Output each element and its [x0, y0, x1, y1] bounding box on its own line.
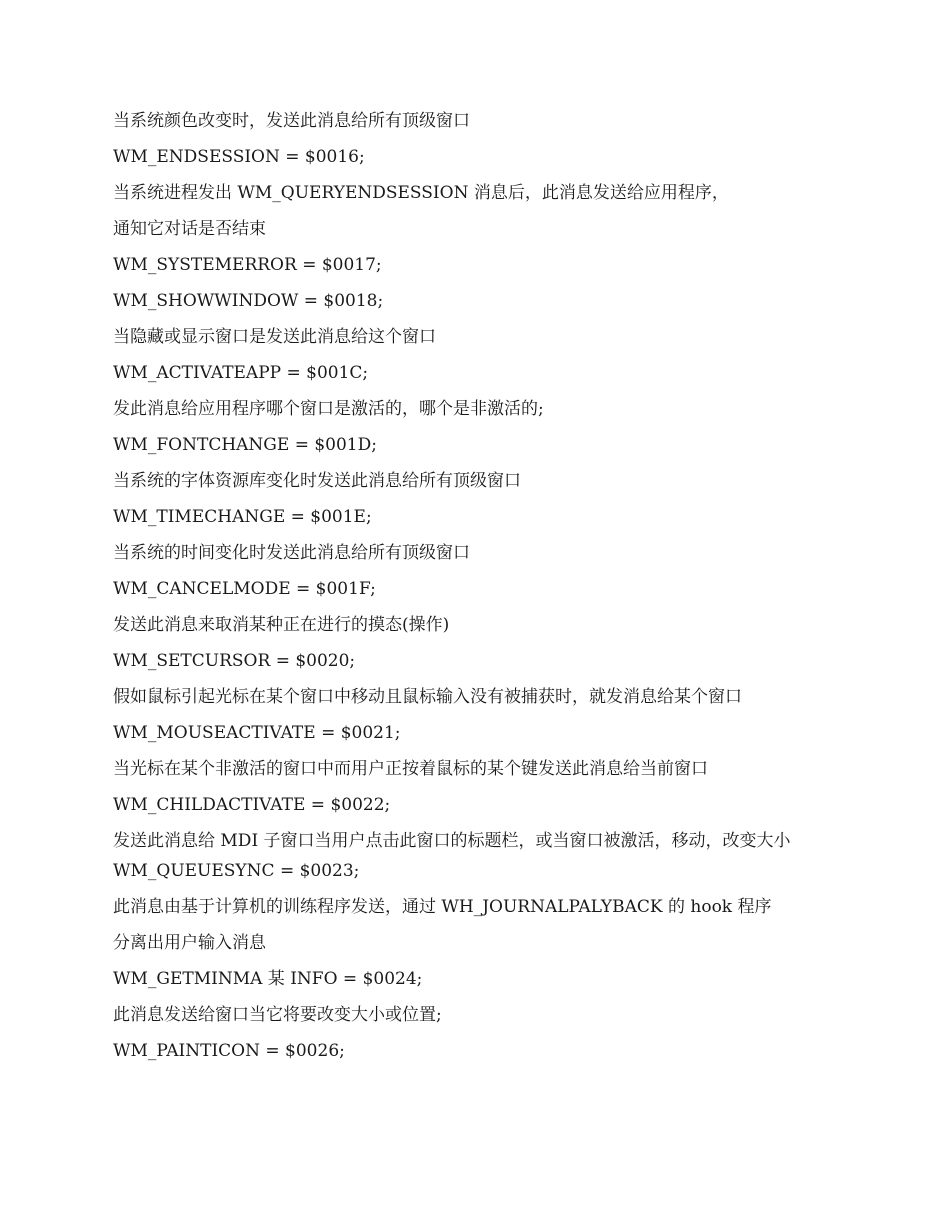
text-line: 当系统的字体资源库变化时发送此消息给所有顶级窗口: [113, 471, 521, 491]
text-line: 此消息发送给窗口当它将要改变大小或位置;: [113, 1005, 442, 1025]
text-line: 当隐藏或显示窗口是发送此消息给这个窗口: [113, 327, 436, 347]
text-line: 发送此消息给 MDI 子窗口当用户点击此窗口的标题栏，或当窗口被激活，移动，改变大小: [113, 831, 791, 851]
text-line: WM_ACTIVATEAPP = $001C;: [113, 363, 369, 383]
text-line: WM_FONTCHANGE = $001D;: [113, 435, 377, 455]
text-line: WM_SHOWWINDOW = $0018;: [113, 291, 384, 311]
text-line: 当光标在某个非激活的窗口中而用户正按着鼠标的某个键发送此消息给当前窗口: [113, 759, 708, 779]
text-line: WM_QUEUESYNC = $0023;: [113, 861, 360, 881]
text-line: 发此消息给应用程序哪个窗口是激活的，哪个是非激活的;: [113, 399, 544, 419]
document-body: [113, 111, 833, 1077]
text-line: WM_CHILDACTIVATE = $0022;: [113, 795, 391, 815]
text-line: 当系统颜色改变时，发送此消息给所有顶级窗口: [113, 111, 470, 131]
text-line: 假如鼠标引起光标在某个窗口中移动且鼠标输入没有被捕获时，就发消息给某个窗口: [113, 687, 742, 707]
text-line: WM_PAINTICON = $0026;: [113, 1041, 345, 1061]
text-line: WM_TIMECHANGE = $001E;: [113, 507, 372, 527]
text-line: WM_SETCURSOR = $0020;: [113, 651, 356, 671]
text-line: WM_CANCELMODE = $001F;: [113, 579, 376, 599]
text-line: WM_GETMINMA 某 INFO = $0024;: [113, 969, 423, 989]
text-line: WM_MOUSEACTIVATE = $0021;: [113, 723, 401, 743]
text-line: 此消息由基于计算机的训练程序发送，通过 WH_JOURNALPALYBACK 的 hook 程序: [113, 897, 772, 917]
text-line: 发送此消息来取消某种正在进行的摸态(操作): [113, 615, 450, 635]
text-line: 通知它对话是否结束: [113, 219, 266, 239]
text-line: 当系统进程发出 WM_QUERYENDSESSION 消息后，此消息发送给应用程序，: [113, 183, 729, 203]
text-line: 当系统的时间变化时发送此消息给所有顶级窗口: [113, 543, 470, 563]
text-line: WM_SYSTEMERROR = $0017;: [113, 255, 382, 275]
text-line: 分离出用户输入消息: [113, 933, 266, 953]
text-line: WM_ENDSESSION = $0016;: [113, 147, 365, 167]
